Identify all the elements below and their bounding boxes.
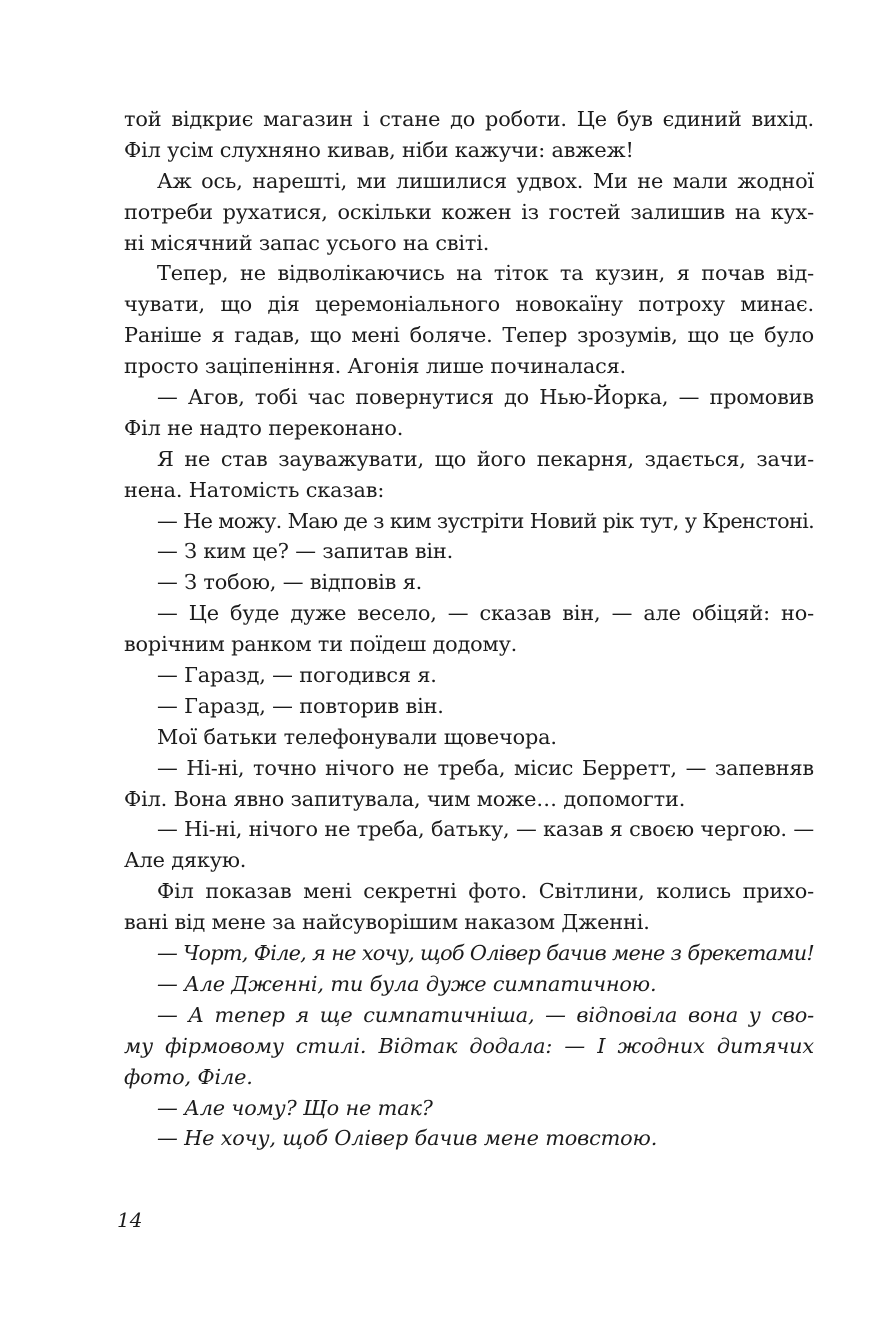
text-line: Філ показав мені секретні фото. Світлини, колись прихо- [157,879,814,904]
text-line: Аж ось, нарешті, ми лишилися удвох. Ми не мали жодної [157,168,814,193]
text-line: — З ким це? — запитав він. [157,539,454,564]
text-line: чувати, що дія церемоніального новокаїну потроху минає. [124,292,814,317]
text-line: — Ні-ні, нічого не треба, батьку, — казав я своєю чергою. — [157,817,814,842]
text-line: — Ні-ні, точно нічого не треба, місис Берретт, — запевняв [157,755,814,780]
text-line: ворічним ранком ти поїдеш додому. [124,632,518,657]
text-line: нена. Натомість сказав: [124,477,385,502]
text-line: Але дякую. [124,848,247,873]
text-line: — Гаразд, — повторив він. [157,693,444,718]
text-line: — З тобою, — відповів я. [157,570,423,595]
text-line: — Гаразд, — погодився я. [157,663,437,688]
text-line: — Чорт, Філе, я не хочу, щоб Олівер бачив мене з брекетами! [157,941,814,966]
text-line: — Агов, тобі час повернутися до Нью-Йорка, — промовив [157,385,814,410]
text-line: ні місячний запас усього на світі. [124,230,490,255]
text-line: — А тепер я ще симпатичніша, — відповіла вона у сво- [157,1002,814,1027]
text-line: Мої батьки телефонували щовечора. [157,724,557,749]
text-line: Філ не надто переконано. [124,415,404,440]
text-line: — Це буде дуже весело, — сказав він, — але обіцяй: но- [157,601,814,626]
text-line: — Не можу. Маю де з ким зустріти Новий рік тут, у Кренстоні. [157,508,815,533]
text-line: Раніше я гадав, що мені боляче. Тепер зрозумів, що це було [124,323,814,348]
text-line: той відкриє магазин і стане до роботи. Це був єдиний вихід. [124,107,814,131]
text-line: — Але чому? Що не так? [157,1095,433,1120]
text-line: Філ. Вона явно запитувала, чим може… допомогти. [124,786,686,811]
text-line: — Але Дженні, ти була дуже симпатичною. [157,971,657,996]
body-text [124,104,814,1154]
text-line: му фірмовому стилі. Відтак додала: — І жодних дитячих [124,1033,814,1058]
text-line: просто заціпеніння. Агонія лише починалася. [124,354,627,379]
text-line: Тепер, не відволікаючись на тіток та кузин, я почав від- [157,261,814,286]
text-line: Я не став зауважувати, що його пекарня, здається, зачи- [157,446,814,471]
text-line: вані від мене за найсуворішим наказом Дженні. [124,910,650,935]
text-line: фото, Філе. [124,1064,253,1089]
page-number: 14 [117,1208,143,1232]
text-line: — Не хочу, щоб Олівер бачив мене товстою. [157,1126,658,1151]
text-line: Філ усім слухняно кивав, ніби кажучи: авжеж! [124,137,634,162]
text-line: потреби рухатися, оскільки кожен із гостей залишив на кух- [124,199,814,224]
